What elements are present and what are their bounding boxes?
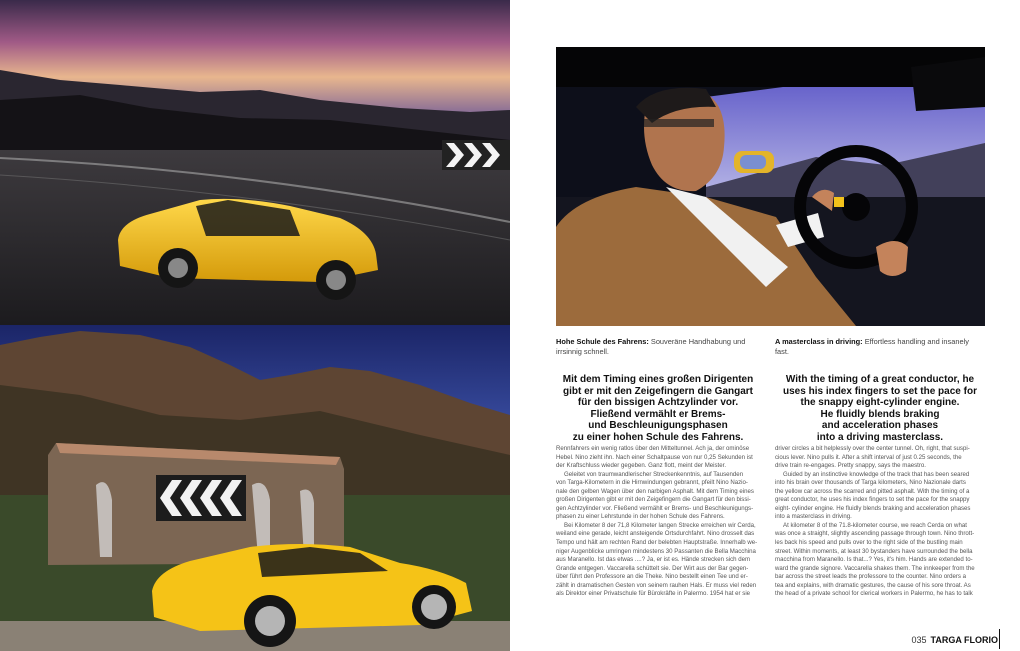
pullquote-line: Fließend vermählt er Brems- bbox=[590, 408, 726, 420]
magazine-section: TARGA FLORIO bbox=[930, 635, 998, 645]
body-line: At kilometer 8 of the 71.8-kilometer course, we reach Cerda on what bbox=[783, 521, 967, 529]
chevron-sign-icon bbox=[442, 140, 510, 170]
body-line: über führt den Professore an die Theke. Nino bestellt einen Tee und er- bbox=[556, 573, 748, 581]
body-line: Hebel. Nino zieht ihn. Nach einer Schaltpause von nur 0,25 Sekunden ist bbox=[556, 453, 753, 461]
body-column-english bbox=[775, 445, 985, 599]
body-line: great conductor, he uses his index fingers to set the pace for the snappy bbox=[775, 496, 970, 504]
body-line: nale den gelben Wagen über den narbigen Asphalt. Mit dem Timing eines bbox=[556, 487, 754, 495]
body-line: the head of a private school for clerical workers in Palermo, he has to talk bbox=[775, 590, 973, 598]
photo-car-on-road-sunset bbox=[0, 0, 510, 325]
body-line: Tempo und hält am rechten Rand der belebten Hauptstraße. Innerhalb we- bbox=[556, 539, 758, 547]
pullquote-german bbox=[546, 374, 770, 444]
pullquote-line: für den bissigen Achtzylinder vor. bbox=[577, 397, 739, 409]
body-line: der Kraftschluss wieder gegeben. Ganz flott, meint der Meister. bbox=[556, 462, 727, 470]
body-line: les back his speed and pulls over to the right side of the bustling main bbox=[775, 539, 963, 547]
chevron-sign-icon bbox=[156, 475, 246, 521]
body-line: Guided by an instinctive knowledge of the track that has been seared bbox=[783, 470, 970, 478]
pullquote-line: uses his index fingers to set the pace for bbox=[783, 385, 977, 397]
body-line: Rennfahrers ein wenig ratlos über den Mitteltunnel. Ach ja, der ominöse bbox=[556, 445, 750, 452]
caption-german bbox=[556, 337, 756, 356]
body-line: zählt in dramatischen Gesten von seinem rauhen Hals. Er muss viel reden bbox=[556, 581, 757, 589]
pullquote-line: With the timing of a great conductor, he bbox=[785, 374, 975, 385]
body-line: niger Augenblicke umringen mindestens 30 Passanten die Bella Macchina bbox=[556, 547, 756, 555]
body-column-german bbox=[556, 445, 766, 599]
body-line: gen Achtzylinder vor. Fließend vermählt er Brems- und Beschleunigungs- bbox=[556, 504, 754, 512]
pullquote-line: und Beschleunigungsphasen bbox=[588, 420, 728, 432]
pullquote-line: Mit dem Timing eines großen Dirigenten bbox=[562, 374, 754, 385]
body-line: Bei Kilometer 8 der 71,8 Kilometer langen Strecke erreichen wir Cerda, bbox=[564, 521, 756, 529]
body-line: was once a straight, slightly ascending passage through town. Nino thrott- bbox=[775, 530, 975, 538]
side-mirror-icon bbox=[734, 151, 774, 173]
body-line: als Direktor einer Privatschule für Bürokräfte in Palermo. 1954 hat er sie bbox=[556, 590, 751, 598]
body-line: eight- cylinder engine. He fluidly blends braking and acceleration phases bbox=[775, 504, 971, 512]
photo-car-at-ruin bbox=[0, 325, 510, 651]
caption-english-bold: A masterclass in driving: bbox=[775, 337, 863, 346]
page-number: 035 bbox=[911, 635, 927, 645]
body-line: bar across the street leads the professore to the counter. Nino orders a bbox=[775, 573, 967, 581]
body-line: ward the grande signore. Vaccarella shakes them. The innkeeper from the bbox=[775, 564, 975, 572]
body-line: macchina from Maranello. Is that...? Yes, it's him. Hands are extended to- bbox=[775, 556, 973, 564]
pullquote-line: gibt er mit den Zeigefingern die Gangart bbox=[562, 385, 754, 397]
pullquote-line: zu einer hohen Schule des Fahrens. bbox=[572, 431, 744, 443]
pullquote-line: the snappy eight-cylinder engine. bbox=[800, 397, 960, 409]
body-line: cious lever. Nino pulls it. After a shift interval of just 0.25 seconds, the bbox=[775, 453, 962, 461]
photo-driver-at-wheel bbox=[556, 47, 985, 326]
body-line: Grande entgegen. Vaccarella schüttelt sie. Der Wirt aus der Bar gegen- bbox=[556, 564, 749, 572]
body-line: street. Within moments, at least 30 bystanders have surrounded the bella bbox=[775, 547, 973, 555]
body-line: into a masterclass in driving. bbox=[775, 513, 852, 521]
body-line: von Targa-Kilometern in die Hirnwindungen gebrannt, pfeilt Nino Nazio- bbox=[556, 479, 748, 487]
body-line: drive train re-engages. Pretty snappy, says the maestro. bbox=[775, 462, 926, 470]
pullquote-line: into a driving masterclass. bbox=[816, 431, 944, 443]
folio-divider bbox=[999, 629, 1000, 649]
body-line: aus Maranello. Ist das etwas ....? Ja, er ist es. Hände strecken sich dem bbox=[556, 556, 751, 564]
page-folio bbox=[911, 635, 998, 645]
pullquote-line: He fluidly blends braking bbox=[820, 408, 940, 420]
pullquote-line: and acceleration phases bbox=[821, 420, 939, 432]
caption-german-bold: Hohe Schule des Fahrens: bbox=[556, 337, 649, 346]
pullquote-english bbox=[768, 374, 992, 444]
body-line: into his brain over thousands of Targa kilometers, Nino Nazionale darts bbox=[775, 479, 966, 487]
caption-german-text: Souveräne Handhabung und irrsinnig schnell. bbox=[556, 337, 746, 356]
body-line: driver circles a bit helplessly over the center tunnel. Oh, right, that suspi- bbox=[775, 445, 970, 452]
caption-english-text: Effortless handling and insanely fast. bbox=[775, 337, 969, 356]
body-line: tea and explains, with dramatic gestures, the cause of his sore throat. As bbox=[775, 581, 971, 589]
body-line: Geleitet von traumwandlerischer Streckenkenntnis, auf Tausenden bbox=[564, 470, 744, 478]
body-line: phasen zu einer Lehrstunde in der hohen Schule des Fahrens. bbox=[556, 513, 725, 521]
body-line: weiland eine gerade, leicht ansteigende Ortsdurchfahrt. Nino drosselt das bbox=[556, 530, 755, 538]
body-line: großen Dirigenten gibt er mit den Zeigefingern die Gangart für den bissi- bbox=[556, 496, 751, 504]
caption-english bbox=[775, 337, 975, 356]
body-line: the yellow car across the scarred and pitted asphalt. With the timing of a bbox=[775, 487, 970, 495]
